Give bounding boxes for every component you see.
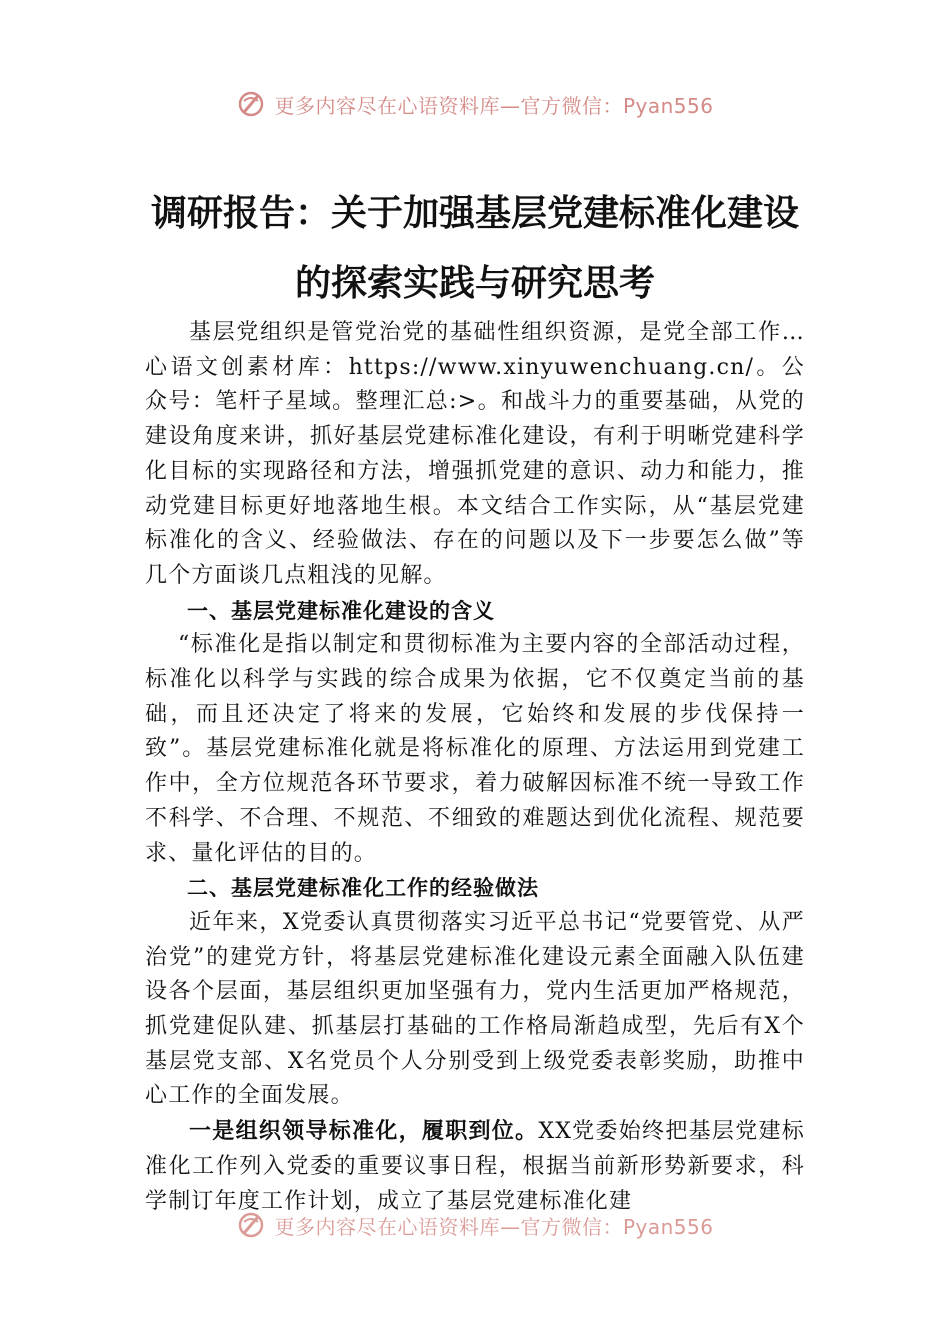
watermark-logo-icon (236, 1210, 266, 1240)
paragraph-lead-text: 一是组织领导标准化，履职到位。 (189, 1118, 539, 1145)
paragraph-intro: 基层党组织是管党治党的基础性组织资源，是党全部工作…心语文创素材库：https://www.xinyuwenchuang.cn/。公众号：笔杆子星域。整理汇总:>。和战斗力的重要基础，从党的建设角度来讲，抓好基层党建标准化建设，有利于明晰党建科学化目标的实现路径和方法，增强抓党建的意识、动力和能力，推动党建目标更好地落地生根。本文结合工作实际，从“基层党建标准化的含义、经验做法、存在的问题以及下一步要怎么做”等几个方面谈几点粗浅的见解。 (145, 320, 805, 588)
paragraph-organization (145, 1114, 805, 1219)
document-body (145, 316, 805, 1219)
paragraph-definition: “标准化是指以制定和贯彻标准为主要内容的全部活动过程，标准化以科学与实践的综合成果为依据，它不仅奠定当前的基础，而且还决定了将来的发展，它始终和发展的步伐保持一致”。基层党建标准化就是将标准化的原理、方法运用到党建工作中，全方位规范各环节要求，着力破解因标准不统一导致工作不科学、不合理、不规范、不细致的难题达到优化流程、规范要求、量化评估的目的。 (145, 632, 805, 866)
watermark-header (0, 84, 950, 124)
watermark-logo-icon (236, 89, 266, 119)
document-title-line1: 调研报告：关于加强基层党建标准化建设 (150, 192, 799, 234)
watermark-text: 更多内容尽在心语资料库—官方微信：Pyan556 (274, 1214, 714, 1239)
document-title-line2: 的探索实践与研究思考 (294, 262, 655, 304)
watermark-footer (0, 1205, 950, 1245)
section-heading-2: 二、基层党建标准化工作的经验做法 (187, 876, 539, 901)
paragraph-experience: 近年来，X党委认真贯彻落实习近平总书记“党要管党、从严治党”的建党方针，将基层党建标准化建设元素全面融入队伍建设各个层面，基层组织更加坚强有力，党内生活更加严格规范，抓党建促队建、抓基层打基础的工作格局渐趋成型，先后有X个基层党支部、X名党员个人分别受到上级党委表彰奖励，助推中心工作的全面发展。 (145, 909, 805, 1109)
section-heading-1: 一、基层党建标准化建设的含义 (187, 598, 495, 623)
watermark-text: 更多内容尽在心语资料库—官方微信：Pyan556 (274, 93, 714, 118)
paragraph-rest-text: XX党委始终把基层党建标准化工作列入党委的重要议事日程，根据当前新形势新要求，科学制订年度工作计划，成立了基层党建标准化建 (145, 1119, 805, 1214)
